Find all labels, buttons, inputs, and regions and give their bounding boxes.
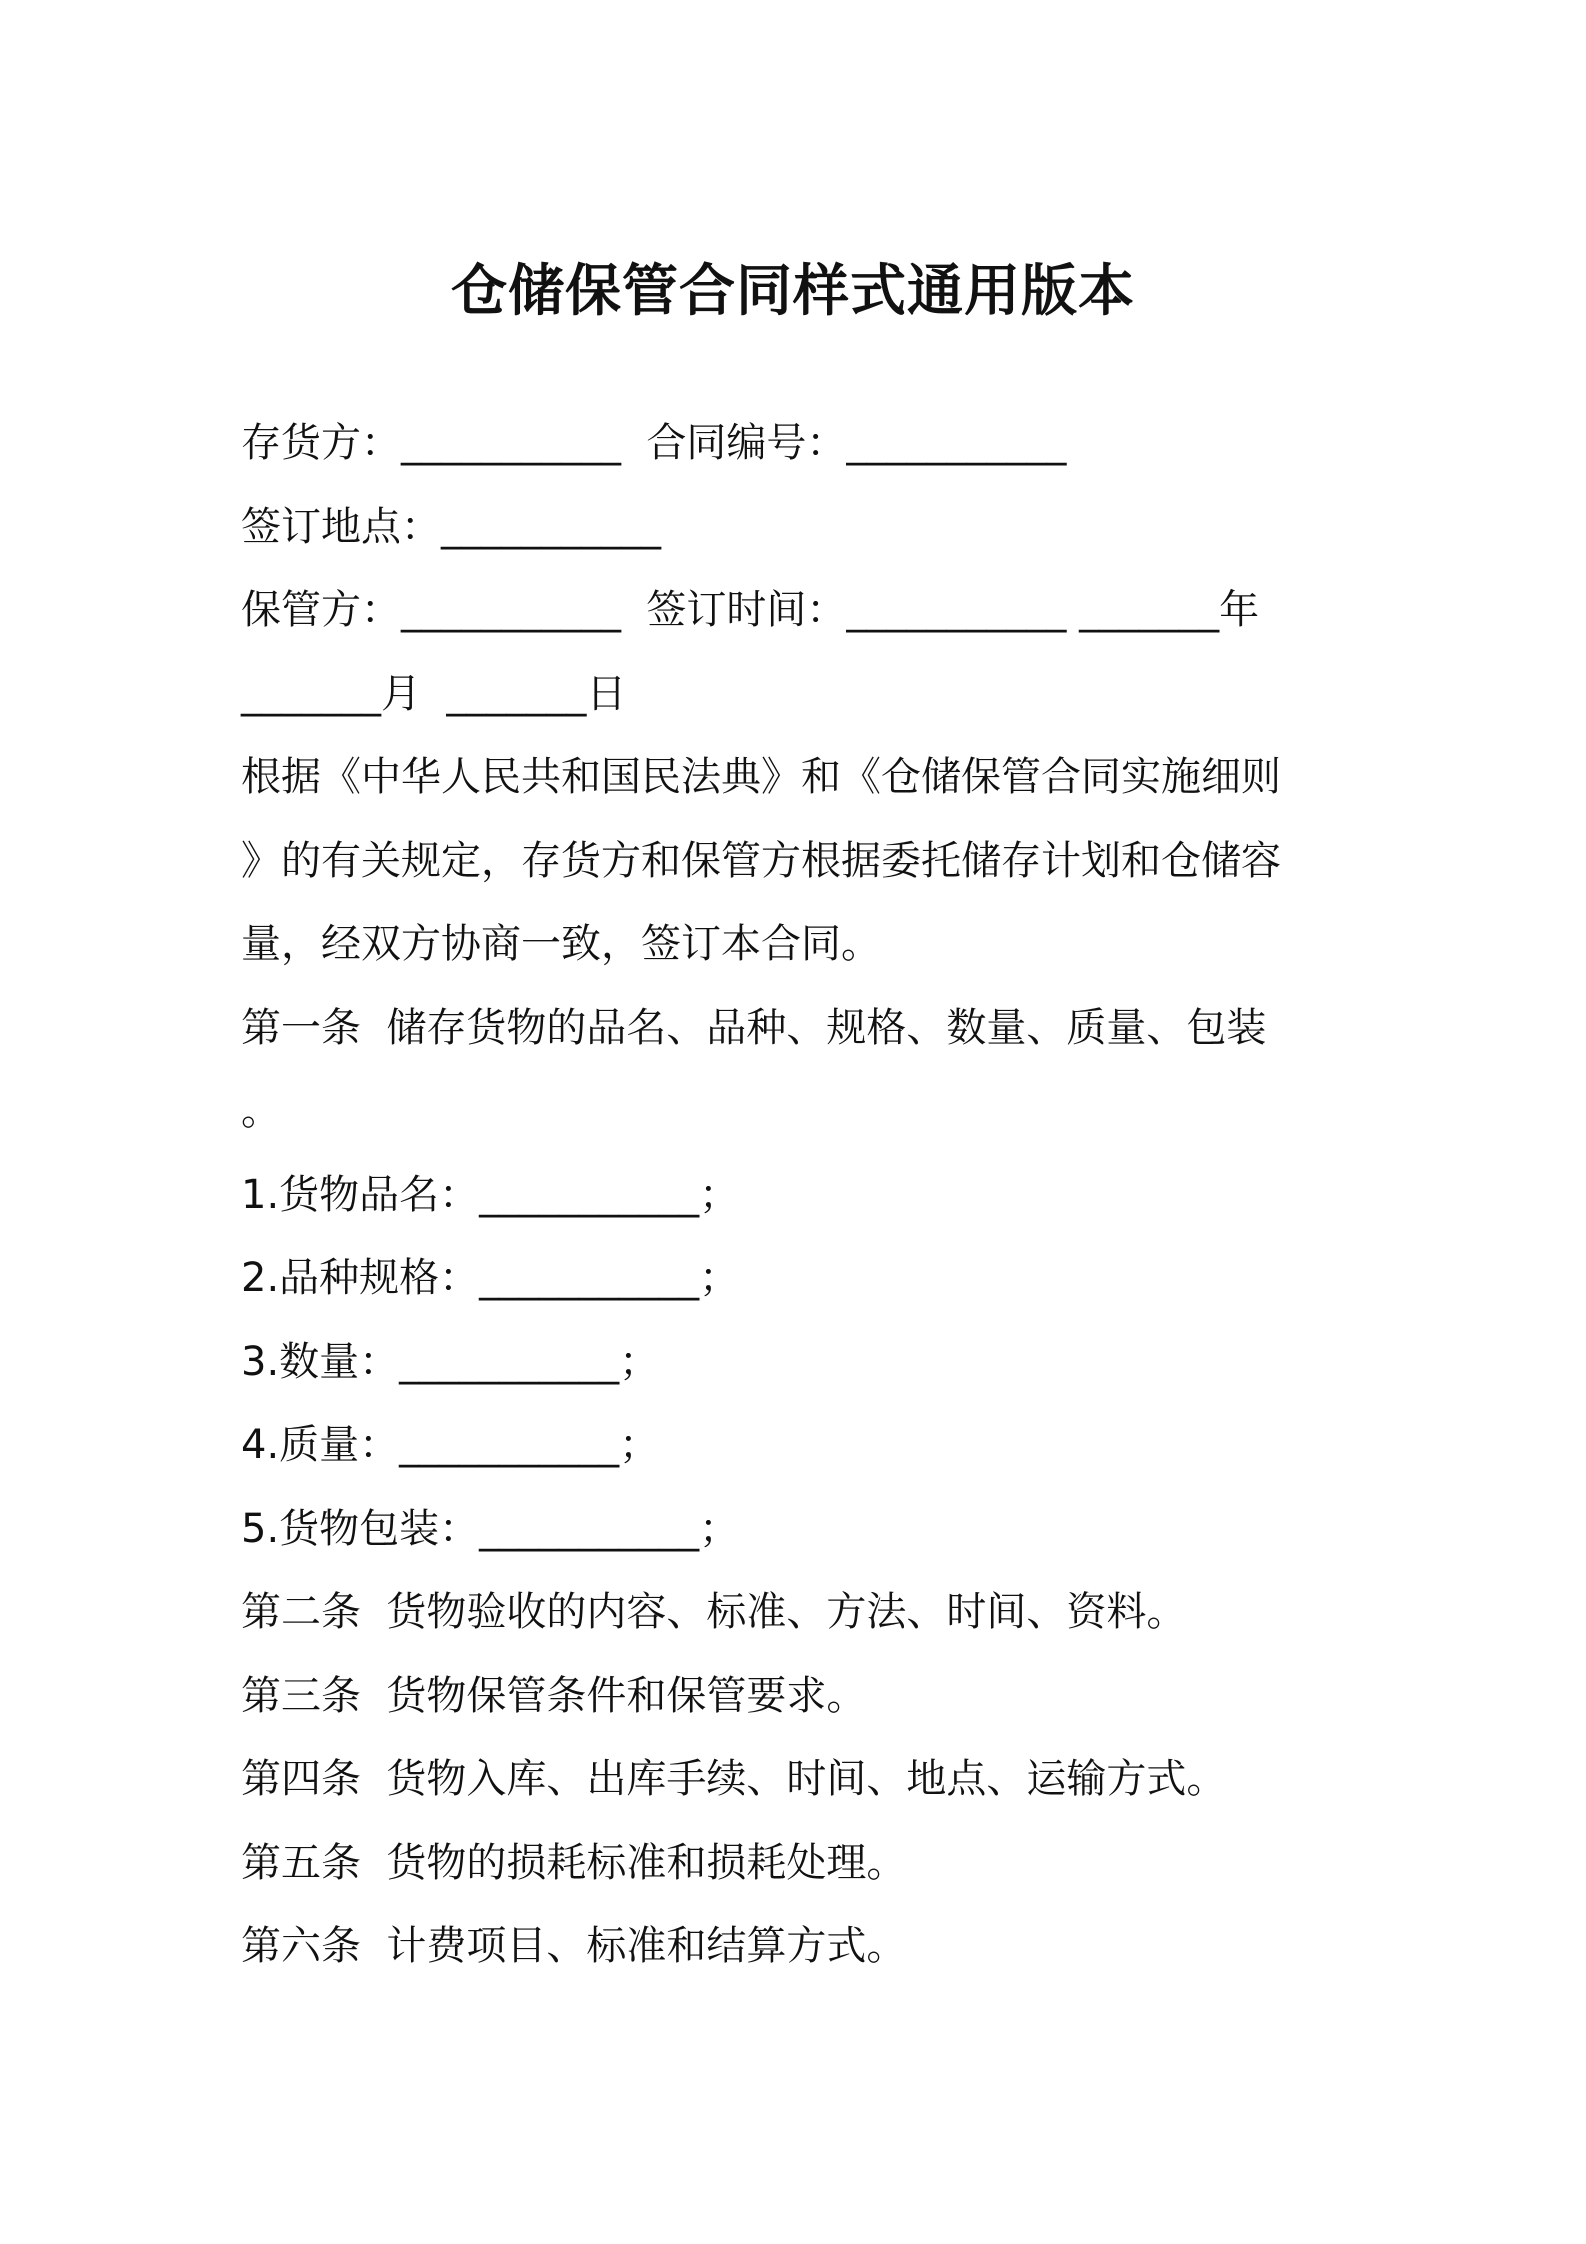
article-5: 第五条 货物的损耗标准和损耗处理。 [241, 1839, 907, 1886]
article-3: 第三条 货物保管条件和保管要求。 [241, 1672, 867, 1719]
signing-location-line: 签订地点：___________ [241, 503, 661, 550]
document-body [241, 402, 1361, 1989]
signing-date-line: _______月 _______日 [241, 670, 627, 717]
article-1-heading-cont: 。 [241, 1088, 281, 1134]
article-4: 第四条 货物入库、出库手续、时间、地点、运输方式。 [241, 1756, 1227, 1802]
party-depositor-line: 存货方：___________ 合同编号：___________ [241, 420, 1067, 466]
party-custodian-line: 保管方：___________ 签订时间：___________ _______年 [241, 587, 1260, 633]
item-goods-name: 1.货物品名：___________； [241, 1171, 740, 1218]
article-2: 第二条 货物验收的内容、标准、方法、时间、资料。 [241, 1589, 1187, 1635]
preamble-line-1: 根据《中华人民共和国民法典》和《仓储保管合同实施细则 [241, 754, 1281, 800]
article-6: 第六条 计费项目、标准和结算方式。 [241, 1923, 907, 1969]
preamble-line-3: 量，经双方协商一致，签订本合同。 [241, 921, 881, 967]
item-quality: 4.质量：___________； [241, 1422, 660, 1468]
item-quantity: 3.数量：___________； [241, 1338, 660, 1385]
item-packaging: 5.货物包装：___________； [241, 1505, 740, 1552]
item-variety-spec: 2.品种规格：___________； [241, 1255, 740, 1301]
preamble-line-2: 》的有关规定，存货方和保管方根据委托储存计划和仓储容 [241, 837, 1281, 884]
document-title: 仓储保管合同样式通用版本 [451, 259, 1135, 324]
article-1-heading: 第一条 储存货物的品名、品种、规格、数量、质量、包装 [241, 1004, 1267, 1051]
